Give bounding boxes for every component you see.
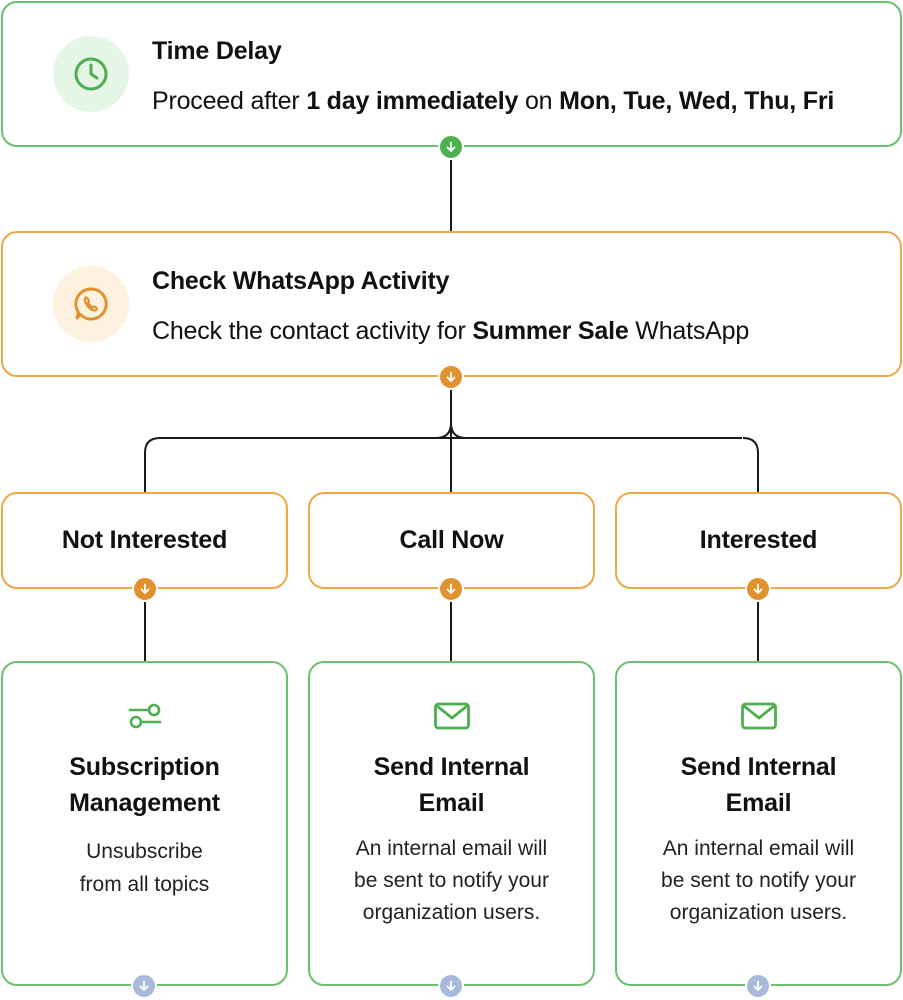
connector-branch1-to-action1 <box>144 602 146 661</box>
time-delay-description: Proceed after 1 day immediately on Mon, Tue, Wed, Thu, Fri <box>152 87 835 115</box>
check-whatsapp-card[interactable] <box>1 231 902 377</box>
arrow-down-icon <box>445 980 457 992</box>
arrow-down-icon <box>752 583 764 595</box>
action-description: An internal email will be sent to notify your organization users. <box>661 837 856 924</box>
action-3-next-dot[interactable] <box>745 973 771 999</box>
arrow-down-icon <box>445 141 457 153</box>
action-send-internal-email-2[interactable] <box>615 661 902 986</box>
action-2-next-dot[interactable] <box>438 973 464 999</box>
action-title: Subscription Management <box>69 753 220 817</box>
branch-label: Call Now <box>399 526 504 554</box>
branch-label: Interested <box>699 526 818 554</box>
action-description: Unsubscribe from all topics <box>79 840 210 896</box>
arrow-down-icon <box>445 371 457 383</box>
branch-interested-next-dot[interactable] <box>745 576 771 602</box>
connector-branch3-to-action3 <box>757 602 759 661</box>
branch-interested[interactable] <box>615 492 902 589</box>
action-title: Send Internal Email <box>373 753 530 817</box>
whatsapp-icon-badge <box>53 266 129 342</box>
arrow-down-icon <box>139 583 151 595</box>
check-whatsapp-next-dot[interactable] <box>438 364 464 390</box>
envelope-icon <box>740 701 778 731</box>
clock-icon <box>72 55 110 93</box>
time-delay-card[interactable] <box>1 1 902 147</box>
arrow-down-icon <box>445 583 457 595</box>
time-delay-next-dot[interactable] <box>438 134 464 160</box>
branch-not-interested[interactable] <box>1 492 288 589</box>
check-whatsapp-description: Check the contact activity for Summer Sale WhatsApp <box>152 317 750 345</box>
arrow-down-icon <box>138 980 150 992</box>
action-title: Send Internal Email <box>680 753 837 817</box>
action-description: An internal email will be sent to notify your organization users. <box>354 837 549 924</box>
arrow-down-icon <box>752 980 764 992</box>
whatsapp-icon <box>71 284 111 324</box>
action-send-internal-email-1[interactable] <box>308 661 595 986</box>
connector-branch2-to-action2 <box>450 602 452 661</box>
subscription-sliders-icon <box>127 701 163 731</box>
branch-call-now-next-dot[interactable] <box>438 576 464 602</box>
branch-label: Not Interested <box>61 526 228 554</box>
action-subscription-management[interactable] <box>1 661 288 986</box>
check-whatsapp-title: Check WhatsApp Activity <box>152 267 450 295</box>
time-delay-icon-badge <box>53 36 129 112</box>
envelope-icon <box>433 701 471 731</box>
branch-call-now[interactable] <box>308 492 595 589</box>
action-1-next-dot[interactable] <box>131 973 157 999</box>
time-delay-title: Time Delay <box>152 37 282 65</box>
branch-not-interested-next-dot[interactable] <box>132 576 158 602</box>
